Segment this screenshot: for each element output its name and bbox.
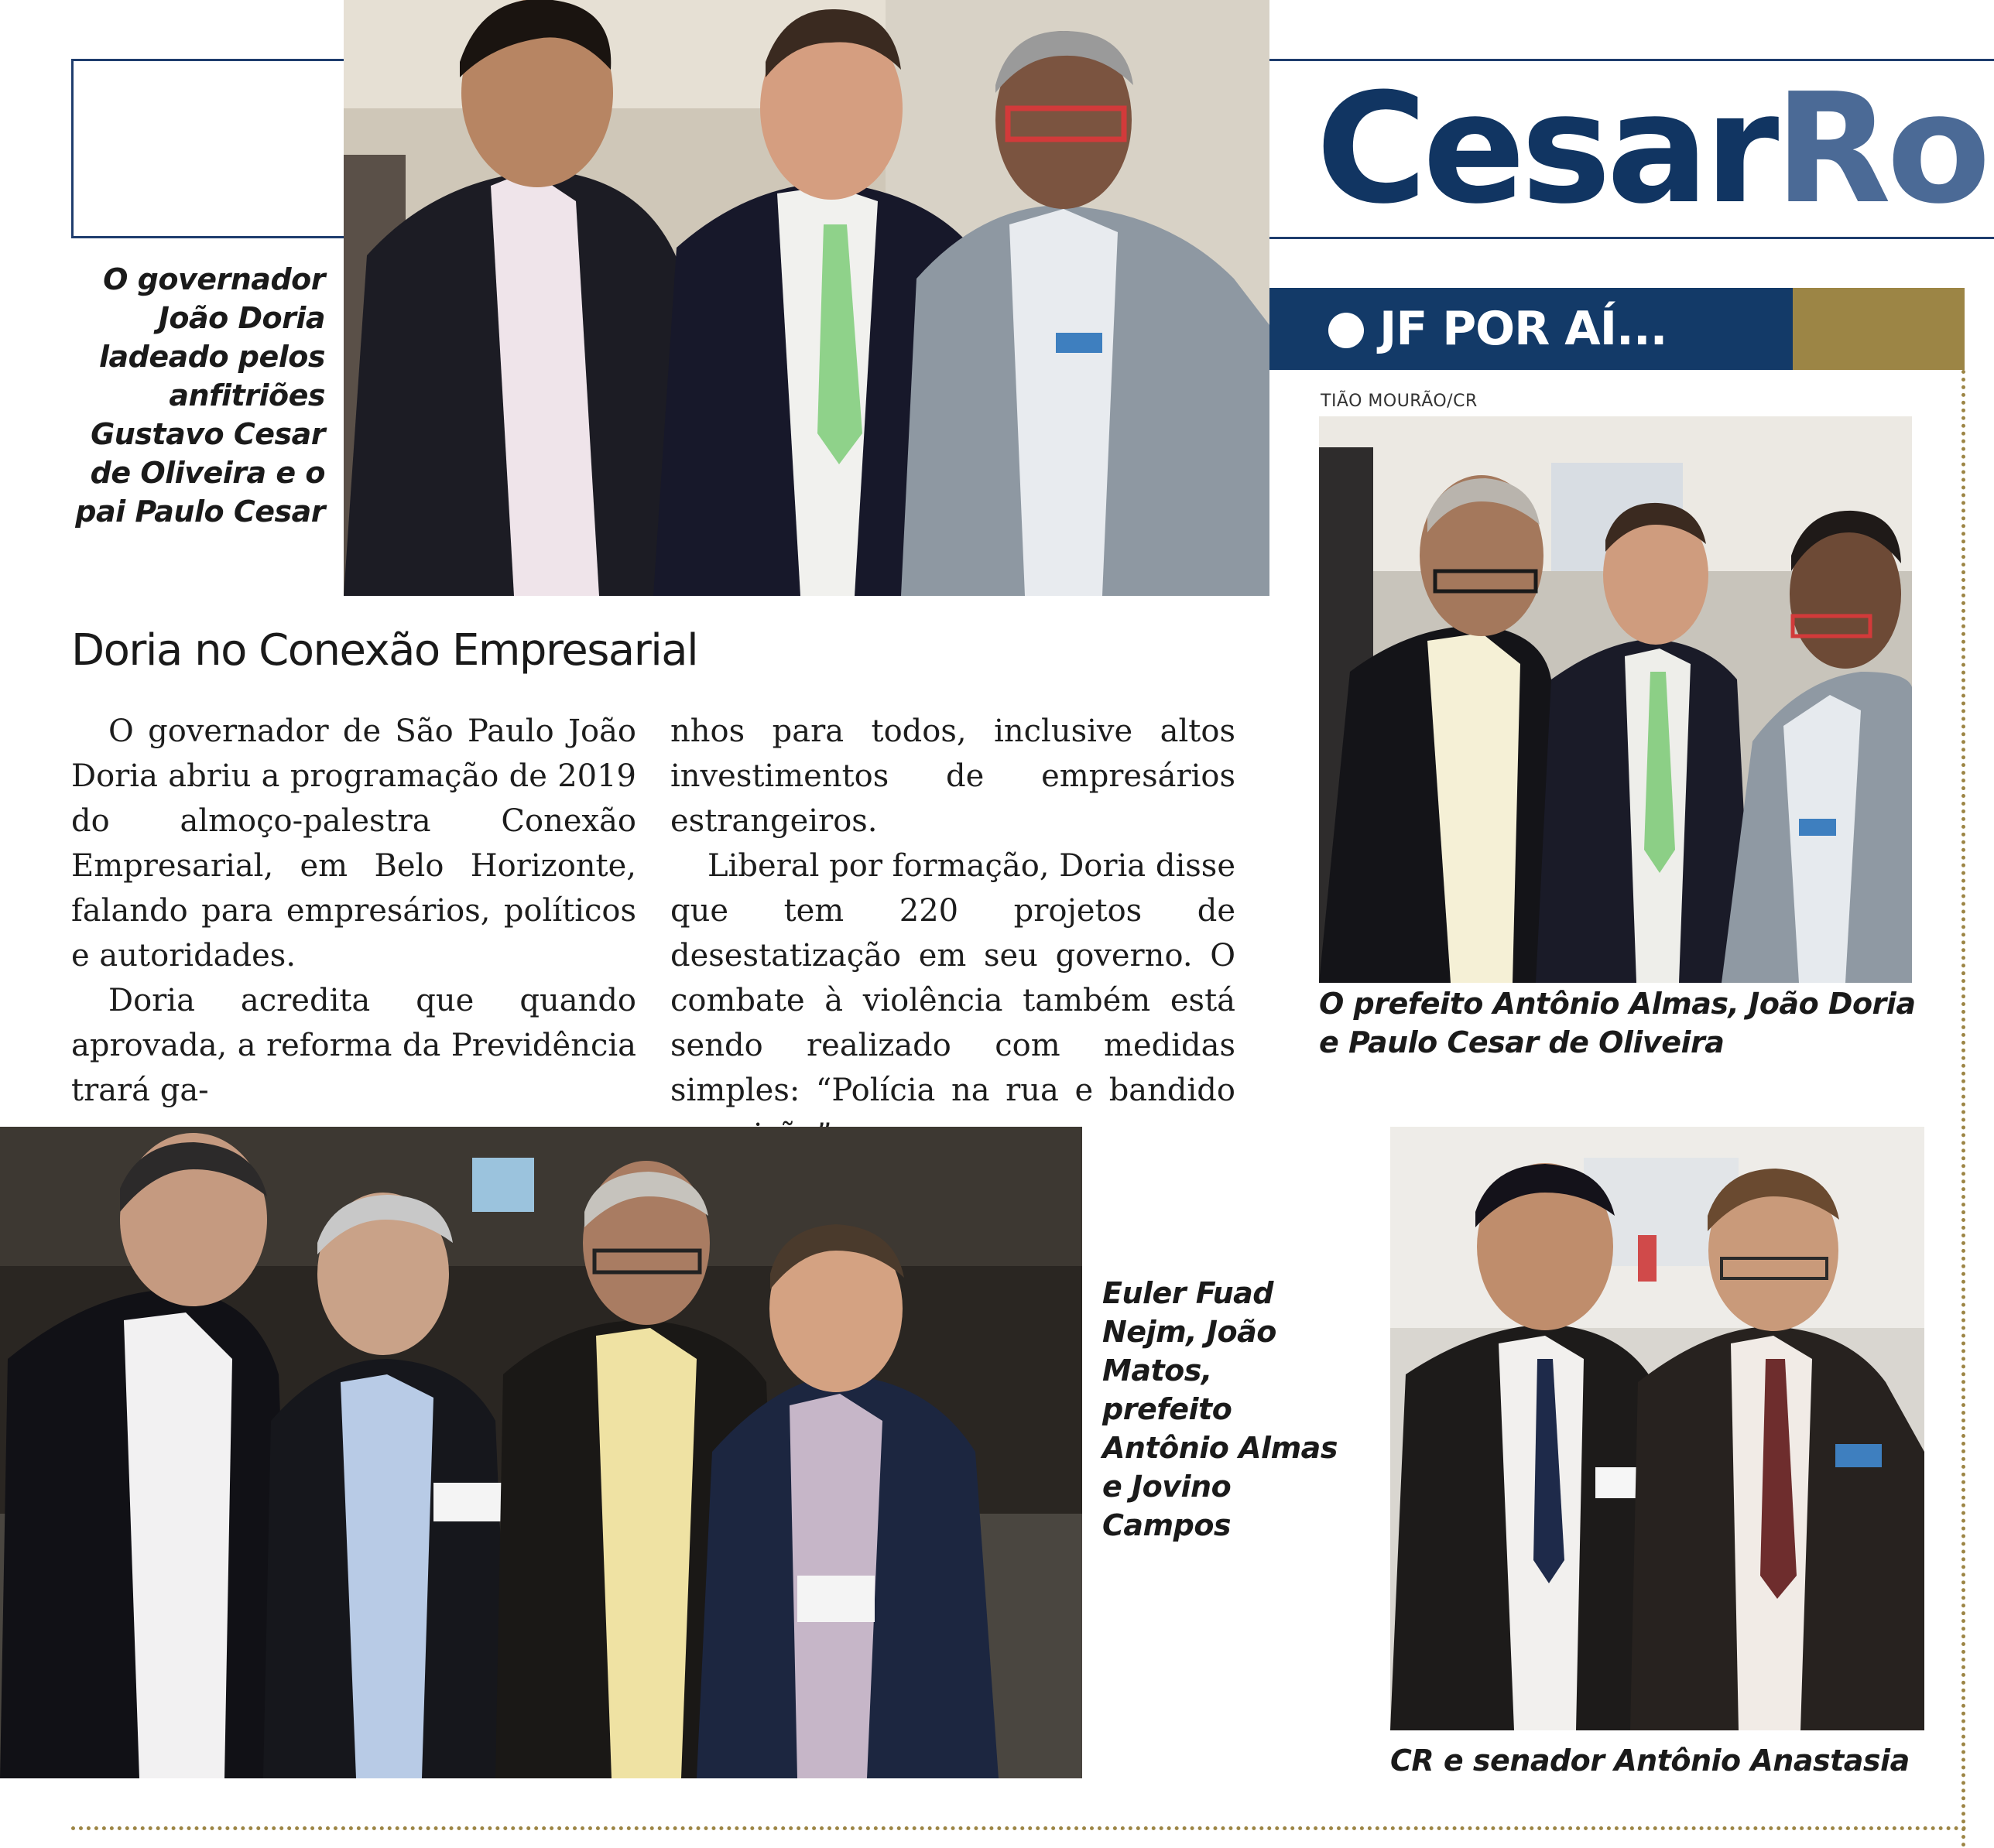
header-frame (71, 59, 344, 238)
caption-photo2: O prefeito Antônio Almas, João Doria e Paulo Cesar de Oliveira (1319, 987, 1916, 1059)
article-paragraph: Doria acredita que quando aprovada, a reforma da Previdência trará ga- (71, 983, 636, 1108)
section-bar-accent (1793, 288, 1965, 370)
article-headline: Doria no Conexão Empresarial (71, 625, 698, 676)
page-bottom-divider (71, 1826, 1968, 1830)
photo-mayor-doria-paulo (1319, 416, 1912, 983)
photo-doria-hosts (344, 0, 1269, 596)
article-column-2 (670, 709, 1235, 1158)
caption-photo3: Euler Fuad Nejm, João Matos, prefeito Antônio Almas e Jovino Campos (1102, 1276, 1338, 1542)
caption-photo1: O governador João Doria ladeado pelos anfitriões Gustavo Cesar de Oliveira e o pai Paulo Cesar (75, 262, 325, 529)
bullet-dot-icon (1328, 313, 1364, 348)
article-paragraph: Liberal por formação, Doria disse que tem 220 projetos de desestatização em seu governo. O combate à violência também está sendo realizado com medidas simples: “Polícia na rua e bandido (670, 848, 1235, 1108)
column-divider (1961, 370, 1965, 1848)
caption-photo4: CR e senador Antônio Anastasia (1390, 1744, 1910, 1778)
section-title: JF POR AÍ... (1379, 302, 1667, 356)
article-paragraph: O governador de São Paulo João Doria abriu a programação de 2019 do almoço-palestra Conexão Empresarial, em Belo Horizonte, falando para empresários, políticos e autoridades. (71, 714, 636, 974)
masthead-part2: Ro (1774, 61, 1986, 238)
article-column-1 (71, 709, 636, 1113)
photo-four-men (0, 1127, 1082, 1778)
photo-credit: TIÃO MOURÃO/CR (1321, 392, 1478, 411)
masthead-part1: Cesar (1316, 61, 1775, 238)
photo-cr-senator (1390, 1127, 1924, 1730)
article-paragraph: nhos para todos, inclusive altos investimentos de empresários estrangeiros. (670, 714, 1235, 839)
masthead (1316, 61, 1986, 238)
